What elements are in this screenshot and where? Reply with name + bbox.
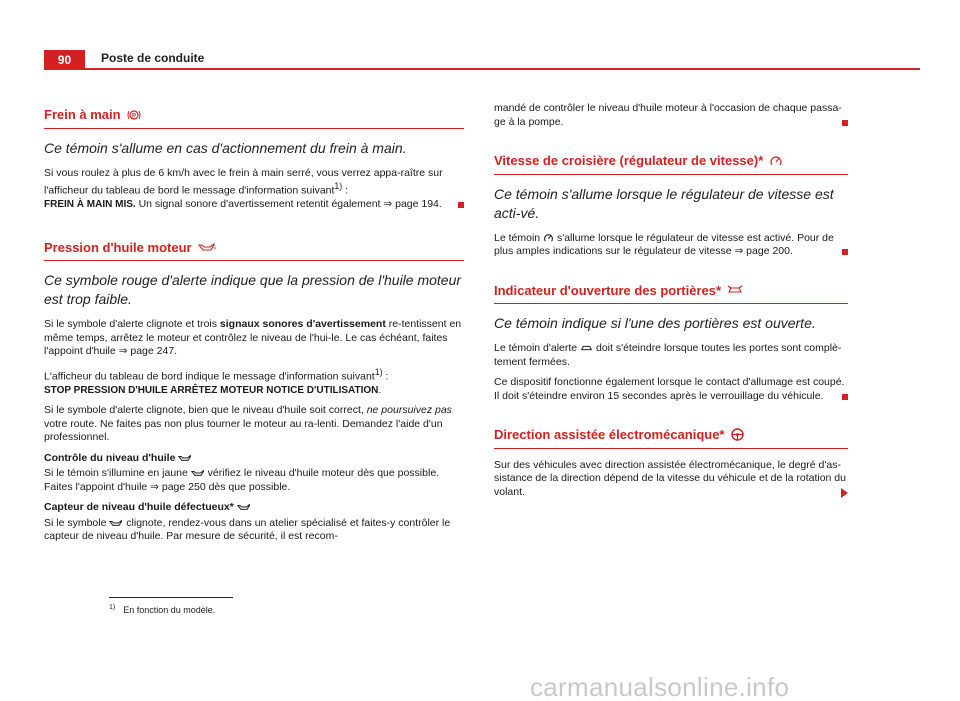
steering-wheel-icon <box>731 428 744 441</box>
heading-text: Frein à main <box>44 107 121 122</box>
text-run: Un signal sonore d'avertissement retentit également ⇒ page 194. <box>135 198 442 210</box>
footnote <box>109 604 215 615</box>
section-lead: Ce témoin s'allume en cas d'actionnement du frein à main. <box>44 139 407 156</box>
footnote-ref: 1) <box>334 181 343 191</box>
section-heading-huile <box>44 241 464 262</box>
paragraph <box>494 376 848 403</box>
info-message: STOP PRESSION D'HUILE ARRÊTEZ MOTEUR NOTICE D'UTILISATION <box>44 384 379 396</box>
text-run: mandé de contrôler le niveau d'huile moteur à l'occasion de chaque passa-ge à la pompe. <box>494 102 842 128</box>
subheading-text: Contrôle du niveau d'huile <box>44 451 176 464</box>
page-number: 90 <box>44 50 85 70</box>
text-run: Si le symbole <box>44 516 107 529</box>
heading-text: Vitesse de croisière (régulateur de vitesse)* <box>494 153 764 168</box>
svg-text:P: P <box>131 113 136 120</box>
text-run: Sur des véhicules avec direction assistée électromécanique, le degré d'as-sistance de la direction dépend de la vitesse du véhicule et de la rotation du volant. <box>494 458 846 498</box>
open-door-icon <box>580 344 593 352</box>
section-heading-direction <box>494 428 848 449</box>
end-mark <box>842 120 848 126</box>
cruise-control-icon <box>769 155 783 167</box>
watermark: carmanualsonline.info <box>530 672 790 701</box>
paragraph <box>494 102 848 129</box>
oil-can-icon <box>198 242 216 252</box>
text-run: s'allume lorsque le régulateur de vitesse est activé. Pour de plus amples indications sur le régulateur de vitesse ⇒ page 200. <box>494 231 834 257</box>
oil-can-icon <box>109 519 123 527</box>
text-run: : <box>342 184 349 197</box>
subheading-text: Capteur de niveau d'huile défectueux* <box>44 501 234 513</box>
text-run: votre route. Ne faites pas non plus tourner le moteur au ra-lenti. Demandez l'aide d'un professionnel. <box>44 417 443 443</box>
left-column <box>44 108 464 551</box>
footnote-mark: 1) <box>109 604 116 611</box>
end-mark <box>842 394 848 400</box>
text-run: clignote, rendez-vous dans un atelier spécialisé et faites-y contrôler le capteur de niveau d'huile. Par mesure de sécurité, il est recom- <box>44 516 451 542</box>
right-column <box>494 102 848 506</box>
text-run: Le témoin <box>494 231 541 244</box>
section-heading-frein <box>44 108 464 129</box>
text-run: doit s'éteindre lorsque toutes les portes sont complè-tement fermées. <box>494 342 842 368</box>
text-run: Ce dispositif fonctionne également lorsque le contact d'allumage est coupé. Il doit s'éteindre environ 15 secondes après le verrouillage du véhicule. <box>494 376 845 402</box>
subheading <box>44 501 464 515</box>
open-door-icon <box>727 285 743 295</box>
section-lead: Ce témoin s'allume lorsque le régulateur de vitesse est acti-vé. <box>494 185 834 221</box>
text-run: Si vous roulez à plus de 6 km/h avec le frein à main serré, vous verrez appa-raître sur l'afficheur du tableau de bord le message d'information suivant <box>44 166 443 197</box>
text-run: Si le symbole d'alerte clignote et trois <box>44 318 220 330</box>
footnote-rule <box>109 597 233 598</box>
running-title: Poste de conduite <box>101 51 205 65</box>
info-message: FREIN À MAIN MIS. <box>44 199 136 210</box>
paragraph <box>44 404 464 445</box>
paragraph <box>494 459 848 500</box>
text-run: Si le symbole d'alerte clignote, bien que le niveau d'huile soit correct, <box>44 404 367 416</box>
section-heading-vitesse <box>494 154 848 175</box>
text-run: : <box>382 370 389 382</box>
italic-text: ne poursuivez pas <box>366 404 452 416</box>
subheading <box>44 452 464 466</box>
header-rule <box>44 68 920 70</box>
footnote-text: En fonction du modèle. <box>123 605 216 615</box>
bold-text: signaux sonores d'avertissement <box>219 318 386 330</box>
paragraph <box>44 167 464 212</box>
end-mark <box>458 202 464 208</box>
paragraph <box>44 467 464 494</box>
heading-text: Pression d'huile moteur <box>44 239 192 255</box>
text-run: re-tentissent en même temps, arrêtez le moteur et contrôlez le niveau de l'hui-le. Le cas échéant, faites l'appoint d'huile ⇒ page 247. <box>44 318 462 357</box>
section-lead: Ce symbole rouge d'alerte indique que la pression de l'huile moteur est trop faible. <box>44 272 462 307</box>
footnote-ref: 1) <box>374 366 383 377</box>
paragraph <box>44 318 464 359</box>
paragraph <box>494 342 848 369</box>
cruise-control-icon <box>543 233 554 243</box>
text-run: Si le témoin s'illumine en jaune <box>44 467 188 479</box>
heading-text: Indicateur d'ouverture des portières* <box>494 282 722 298</box>
oil-can-icon <box>237 503 251 511</box>
continue-arrow-icon <box>841 488 848 498</box>
section-heading-portieres <box>494 284 848 305</box>
paragraph <box>494 232 848 259</box>
text-run: . <box>378 383 382 396</box>
text-run: Le témoin d'alerte <box>494 342 578 354</box>
paragraph <box>44 517 464 544</box>
text-run: L'afficheur du tableau de bord indique le message d'information suivant <box>44 370 375 382</box>
heading-text: Direction assistée électromécanique* <box>494 427 725 442</box>
text-run: vérifiez le niveau d'huile moteur dès que possible. Faites l'appoint d'huile ⇒ page 250 dès que possible. <box>44 467 440 493</box>
oil-can-icon <box>178 454 192 462</box>
end-mark <box>842 249 848 255</box>
brake-warning-icon <box>127 109 141 121</box>
oil-can-icon <box>191 469 205 477</box>
section-lead: Ce témoin indique si l'une des portières est ouverte. <box>494 315 816 331</box>
paragraph <box>44 366 464 398</box>
